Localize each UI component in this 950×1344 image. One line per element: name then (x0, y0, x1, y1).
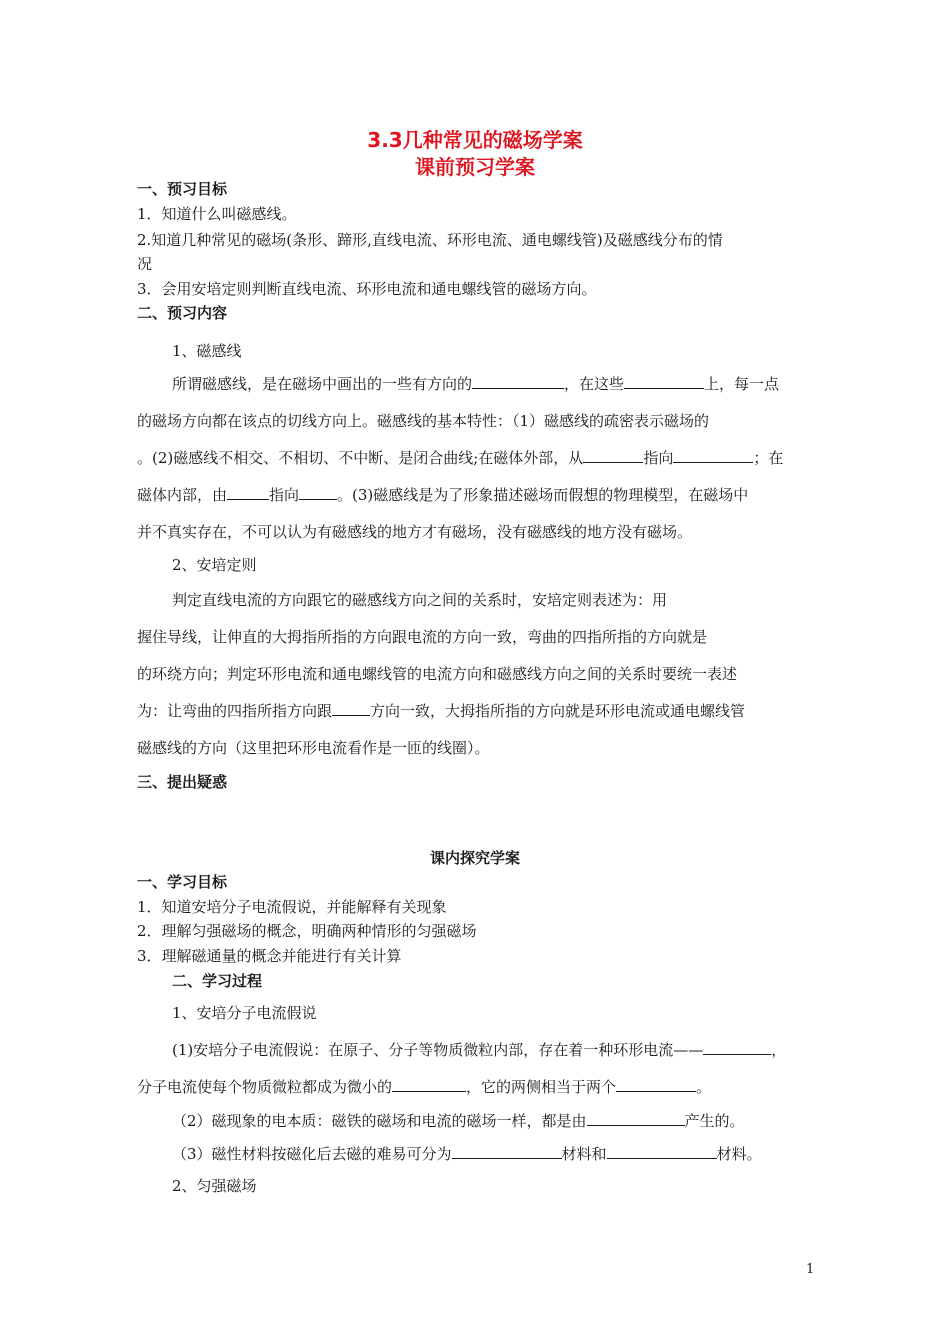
paragraph-line: （3）磁性材料按磁化后去磁的难易可分为 材料和 材料。 (172, 1145, 762, 1163)
fill-blank[interactable] (624, 374, 704, 389)
paragraph-line: 判定直线电流的方向跟它的磁感线方向之间的关系时，安培定则表述为：用 (172, 591, 668, 609)
fill-blank[interactable] (452, 1144, 562, 1159)
section-heading-learning-goals: 一、学习目标 (137, 873, 228, 891)
paragraph-line: 的环绕方向；判定环形电流和通电螺线管的电流方向和磁感线方向之间的关系时要统一表述 (137, 665, 738, 683)
paragraph-line: 并不真实存在，不可以认为有磁感线的地方才有磁场，没有磁感线的地方没有磁场。 (137, 523, 693, 541)
section-heading-content: 二、预习内容 (137, 304, 228, 322)
fill-blank[interactable] (299, 485, 337, 500)
fill-blank[interactable] (607, 1144, 717, 1159)
paragraph-line: 的磁场方向都在该点的切线方向上。磁感线的基本特性：（1）磁感线的疏密表示磁场的 (137, 412, 710, 430)
fill-blank[interactable] (587, 1111, 685, 1126)
section-heading-goals: 一、预习目标 (137, 180, 228, 198)
paragraph-line: (1)安培分子电流假说：在原子、分子等物质微粒内部，存在着一种环形电流—— ， (172, 1041, 787, 1059)
fill-blank[interactable] (583, 448, 643, 463)
page-number: 1 (806, 1262, 815, 1277)
part-title-inclass: 课内探究学案 (429, 849, 520, 867)
document-title: 3.3几种常见的磁场学案 (367, 128, 583, 152)
learning-goal-1: 1．知道安培分子电流假说，并能解释有关现象 (137, 898, 447, 916)
fill-blank[interactable] (616, 1077, 696, 1092)
paragraph-line: （2）磁现象的电本质：磁铁的磁场和电流的磁场一样，都是由 产生的。 (172, 1112, 745, 1130)
paragraph-line: 所谓磁感线，是在磁场中画出的一些有方向的 ，在这些 上，每一点 (172, 375, 780, 393)
paragraph-line: 磁感线的方向（这里把环形电流看作是一匝的线圈）。 (137, 739, 490, 757)
goal-item-2-cont: 况 (137, 255, 153, 273)
goal-item-1: 1．知道什么叫磁感线。 (137, 205, 297, 223)
section-heading-questions: 三、提出疑惑 (137, 773, 228, 791)
section-heading-process: 二、学习过程 (172, 972, 263, 990)
learning-goal-2: 2．理解匀强磁场的概念，明确两种情形的匀强磁场 (137, 922, 477, 940)
subheading-ampere-rule: 2、安培定则 (172, 556, 257, 574)
document-subtitle: 课前预习学案 (415, 155, 535, 179)
paragraph-line: 分子电流使每个物质微粒都成为微小的 ，它的两侧相当于两个 。 (137, 1078, 712, 1096)
fill-blank[interactable] (392, 1077, 466, 1092)
fill-blank[interactable] (673, 448, 753, 463)
fill-blank[interactable] (703, 1040, 771, 1055)
subheading-magnetic-lines: 1、磁感线 (172, 342, 242, 360)
paragraph-line: 。(2)磁感线不相交、不相切、不中断、是闭合曲线;在磁体外部，从 指向 ；在 (137, 449, 784, 467)
subheading-uniform-field: 2、匀强磁场 (172, 1177, 257, 1195)
subheading-molecular-current: 1、安培分子电流假说 (172, 1004, 317, 1022)
fill-blank[interactable] (227, 485, 269, 500)
fill-blank[interactable] (332, 701, 370, 716)
goal-item-3: 3．会用安培定则判断直线电流、环形电流和通电螺线管的磁场方向。 (137, 280, 597, 298)
fill-blank[interactable] (472, 374, 564, 389)
paragraph-line: 为：让弯曲的四指所指方向跟 方向一致，大拇指所指的方向就是环形电流或通电螺线管 (137, 702, 746, 720)
goal-item-2: 2.知道几种常见的磁场(条形、蹄形,直线电流、环形电流、通电螺线管)及磁感线分布的情 (137, 231, 723, 249)
learning-goal-3: 3．理解磁通量的概念并能进行有关计算 (137, 947, 402, 965)
paragraph-line: 握住导线，让伸直的大拇指所指的方向跟电流的方向一致，弯曲的四指所指的方向就是 (137, 628, 708, 646)
paragraph-line: 磁体内部，由 指向 。(3)磁感线是为了形象描述磁场而假想的物理模型，在磁场中 (137, 486, 749, 504)
